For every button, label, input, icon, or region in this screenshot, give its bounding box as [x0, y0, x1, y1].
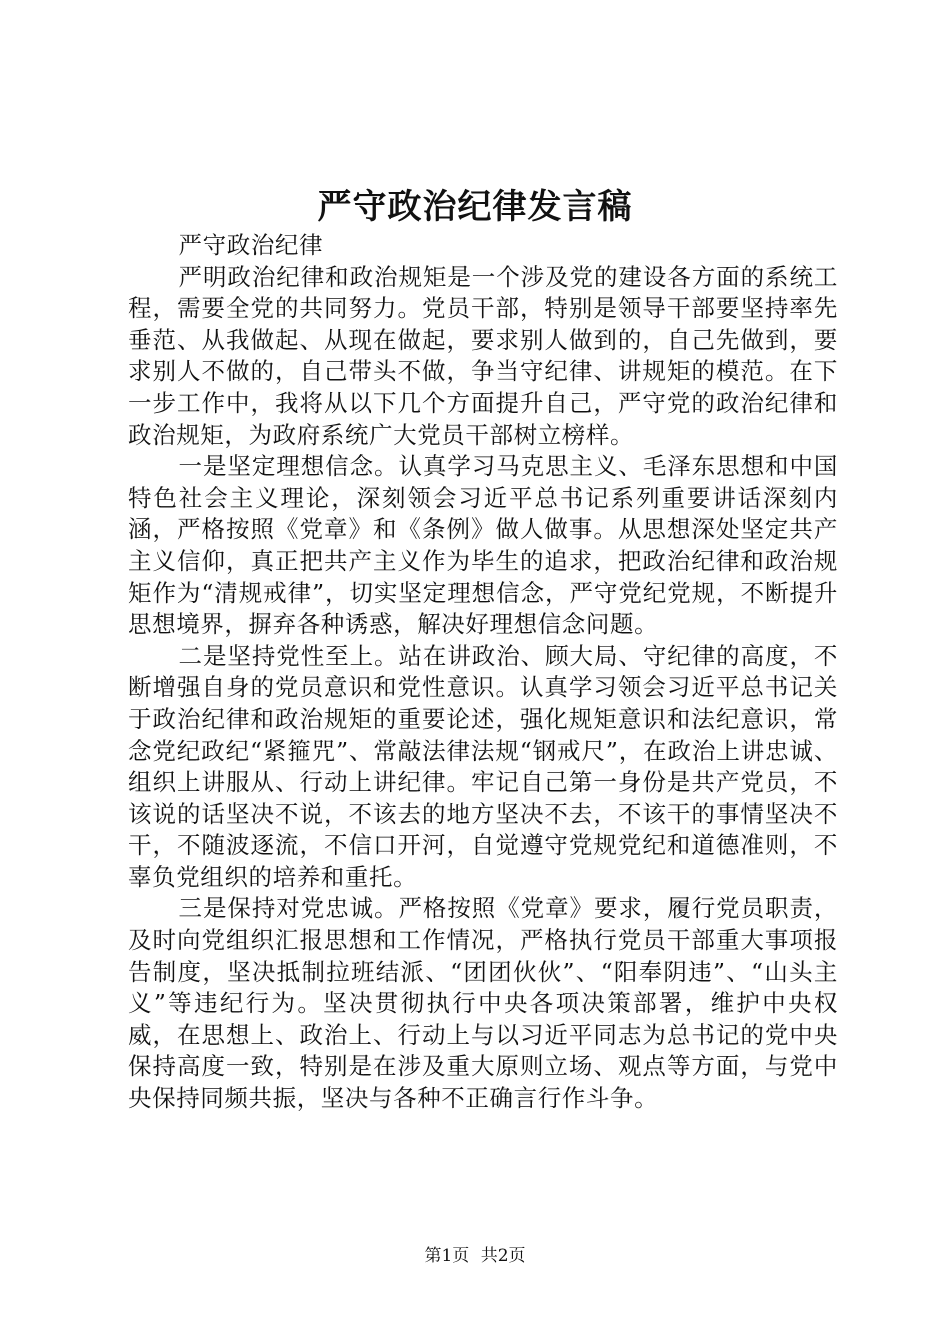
page-footer [0, 1244, 950, 1268]
page-total: 共2页 [480, 1246, 526, 1266]
paragraph-point-one: 一是坚定理想信念。认真学习马克思主义、毛泽东思想和中国特色社会主义理论，深刻领会习近平总书记系列重要讲话深刻内涵，严格按照《党章》和《条例》做人做事。从思想深处坚定共产主义信仰，真正把共产主义作为毕生的追求，把政治纪律和政治规矩作为“清规戒律”，切实坚定理想信念，严守党纪党规，不断提升思想境界，摒弃各种诱惑，解决好理想信念问题。 [128, 452, 838, 639]
paragraph-point-two: 二是坚持党性至上。站在讲政治、顾大局、守纪律的高度，不断增强自身的党员意识和党性意识。认真学习领会习近平总书记关于政治纪律和政治规矩的重要论述，强化规矩意识和法纪意识，常念党纪政纪“紧箍咒”、常敲法律法规“钢戒尺”，在政治上讲忠诚、组织上讲服从、行动上讲纪律。牢记自己第一身份是共产党员，不该说的话坚决不说，不该去的地方坚决不去，不该干的事情坚决不干，不随波逐流，不信口开河，自觉遵守党规党纪和道德准则，不辜负党组织的培养和重托。 [128, 641, 838, 891]
page-number: 第1页 [424, 1246, 470, 1266]
paragraph-subheading: 严守政治纪律 [178, 231, 324, 259]
paragraph-point-three: 三是保持对党忠诚。严格按照《党章》要求，履行党员职责，及时向党组织汇报思想和工作情况，严格执行党员干部重大事项报告制度，坚决抵制拉班结派、“团团伙伙”、“阳奉阴违”、“山头主义”等违纪行为。坚决贯彻执行中央各项决策部署，维护中央权威，在思想上、政治上、行动上与以习近平同志为总书记的党中央保持高度一致，特别是在涉及重大原则立场、观点等方面，与党中央保持同频共振，坚决与各种不正确言行作斗争。 [128, 894, 838, 1113]
paragraph-intro: 严明政治纪律和政治规矩是一个涉及党的建设各方面的系统工程，需要全党的共同努力。党员干部，特别是领导干部要坚持率先垂范、从我做起、从现在做起，要求别人做到的，自己先做到，要求别人不做的，自己带头不做，争当守纪律、讲规矩的模范。在下一步工作中，我将从以下几个方面提升自己，严守党的政治纪律和政治规矩，为政府系统广大党员干部树立榜样。 [128, 262, 838, 449]
document-title: 严守政治纪律发言稿 [317, 187, 633, 227]
document-body [128, 230, 838, 1115]
